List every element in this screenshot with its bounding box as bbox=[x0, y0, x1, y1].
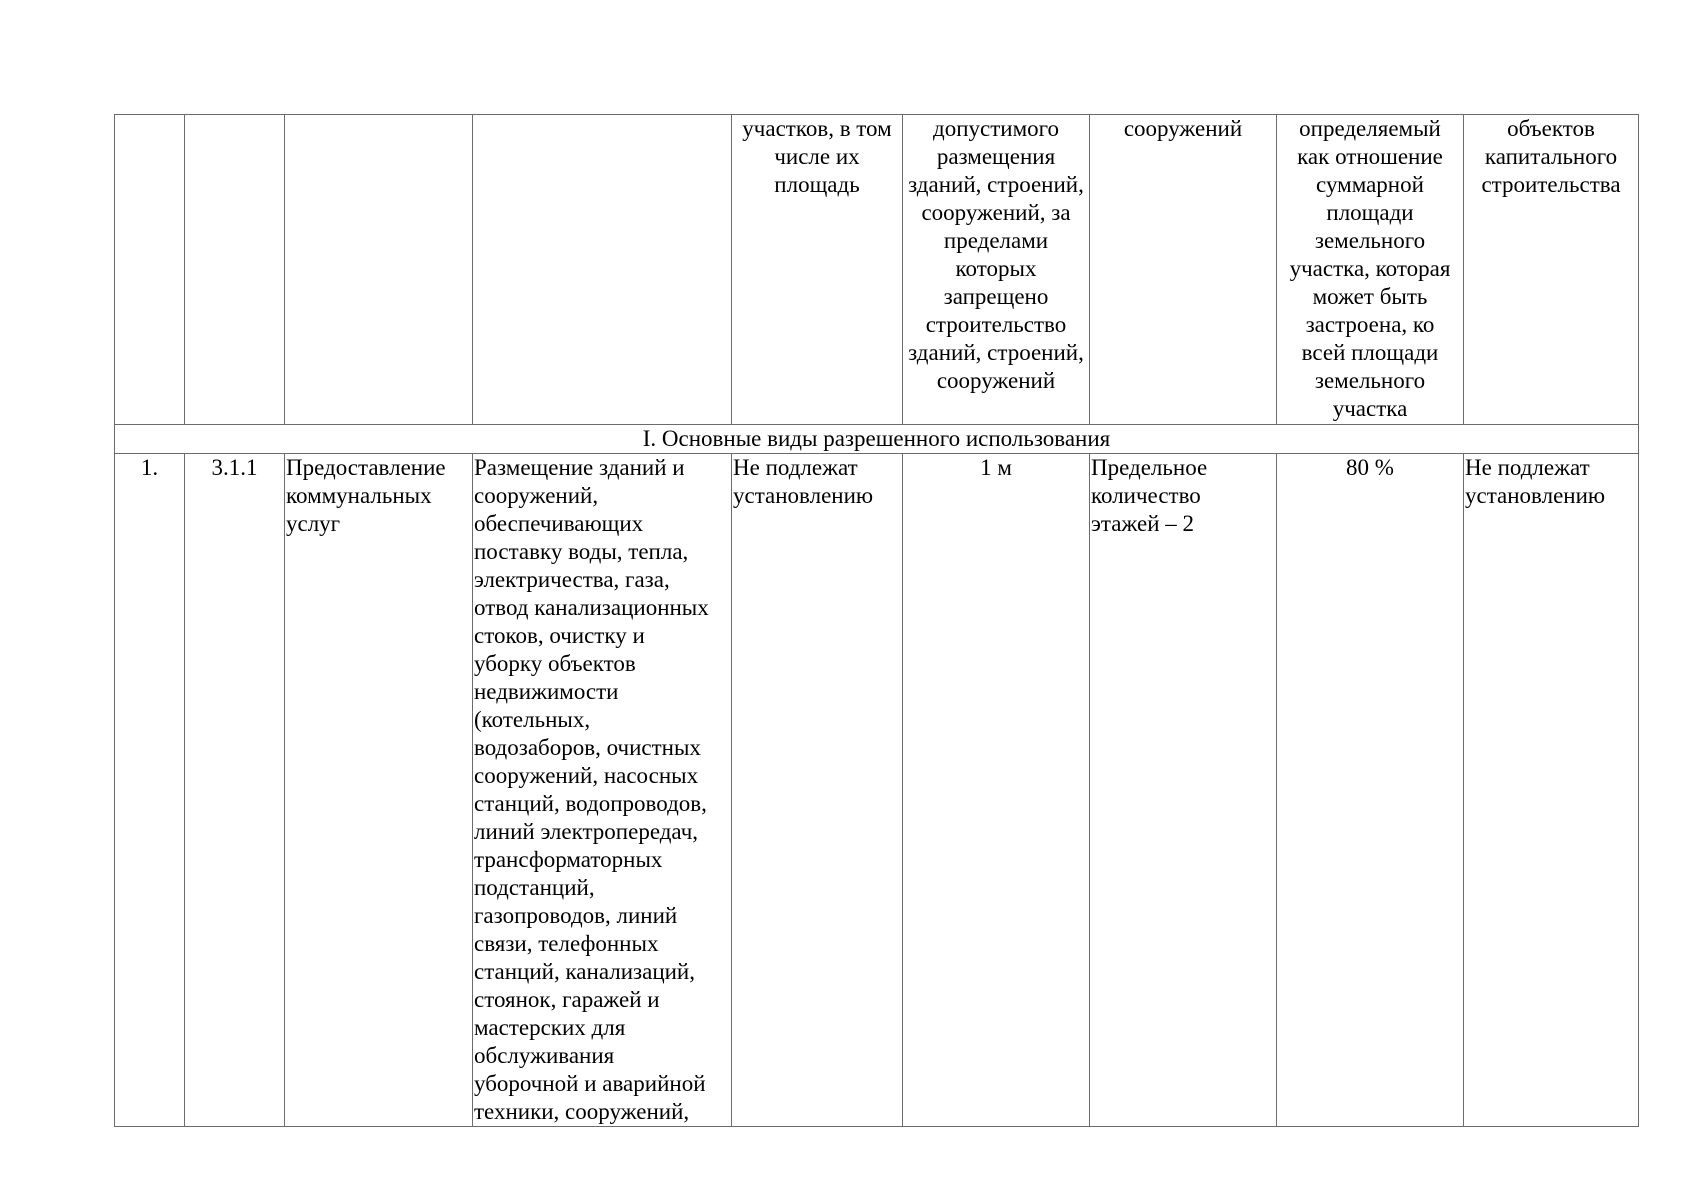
row-use-description: Размещение зданий и сооружений, обеспечивающих поставку воды, тепла, электричества, газа, отвод канализационных стоков, очистку и уборку объектов недвижимости (котельных, водозаборов, очистных сооружений, насосных станций, водопроводов, линий электропередач, трансформаторных подстанций, газопроводов, линий связи, телефонных станций, канализаций, стоянок, гаражей и мастерских для обслуживания уборочной и аварийной техники, сооружений, bbox=[473, 454, 732, 1127]
header-cell-other: объектов капитального строительства bbox=[1464, 115, 1639, 425]
row-other: Не подлежат установлению bbox=[1464, 454, 1639, 1127]
header-cell-name bbox=[285, 115, 473, 425]
row-floors: Предельное количество этажей – 2 bbox=[1090, 454, 1277, 1127]
land-use-regulations-table bbox=[114, 114, 1639, 1127]
row-code: 3.1.1 bbox=[185, 454, 285, 1127]
header-cell-coverage: определяемый как отношение суммарной площади земельного участка, которая может быть застроена, ко всей площади земельного участка bbox=[1277, 115, 1464, 425]
row-setback: 1 м bbox=[903, 454, 1090, 1127]
row-use-name: Предоставление коммунальных услуг bbox=[285, 454, 473, 1127]
header-cell-description bbox=[473, 115, 732, 425]
row-coverage: 80 % bbox=[1277, 454, 1464, 1127]
row-plot-size: Не подлежат установлению bbox=[732, 454, 903, 1127]
header-cell-number bbox=[115, 115, 185, 425]
table-row bbox=[115, 454, 1639, 1127]
header-cell-code bbox=[185, 115, 285, 425]
table-header-continuation bbox=[115, 115, 1639, 425]
section-title: I. Основные виды разрешенного использования bbox=[115, 425, 1639, 454]
section-row bbox=[115, 425, 1639, 454]
header-cell-setback: допустимого размещения зданий, строений, сооружений, за пределами которых запрещено строительство зданий, строений, сооружений bbox=[903, 115, 1090, 425]
row-number: 1. bbox=[115, 454, 185, 1127]
header-cell-floors: сооружений bbox=[1090, 115, 1277, 425]
header-cell-plot-size: участков, в том числе их площадь bbox=[732, 115, 903, 425]
